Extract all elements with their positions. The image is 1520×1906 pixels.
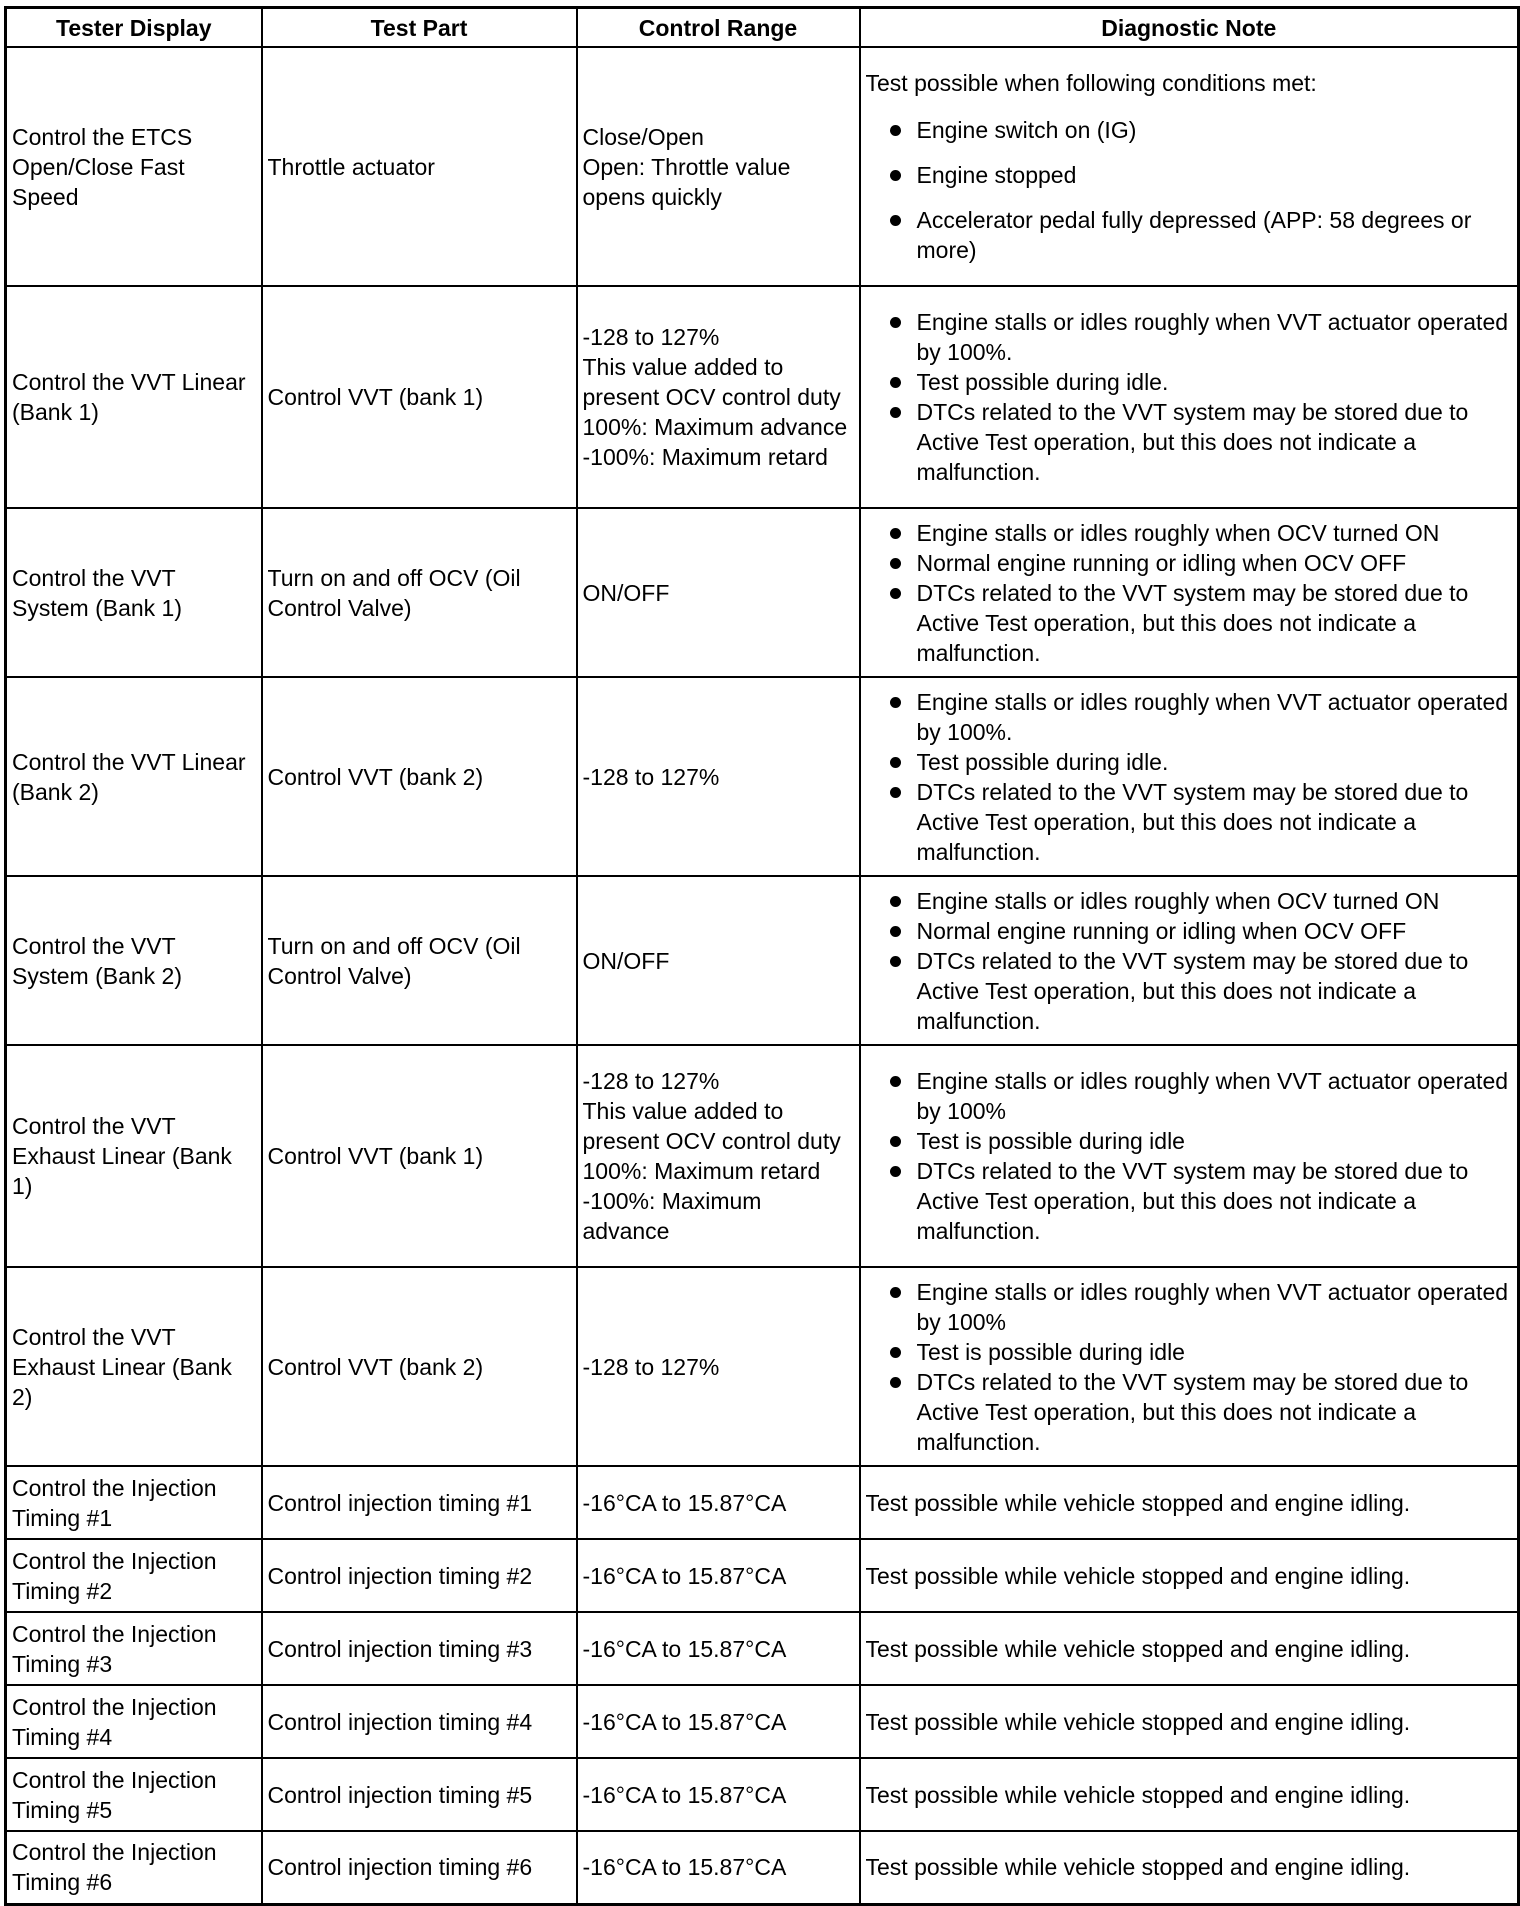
tester-display-cell: Control the VVT Linear (Bank 2) bbox=[6, 677, 262, 876]
control-range-cell: -128 to 127% bbox=[577, 1267, 860, 1466]
diagnostic-note-cell bbox=[860, 1045, 1519, 1267]
note-bullet-list bbox=[866, 1277, 1513, 1457]
table-row bbox=[6, 1045, 1519, 1267]
tester-display-cell: Control the VVT Linear (Bank 1) bbox=[6, 286, 262, 508]
test-part-cell: Control injection timing #5 bbox=[262, 1758, 577, 1831]
test-part-cell: Control injection timing #1 bbox=[262, 1466, 577, 1539]
test-part-cell: Turn on and off OCV (Oil Control Valve) bbox=[262, 508, 577, 677]
note-bullet: Normal engine running or idling when OCV OFF bbox=[866, 548, 1513, 578]
control-range-cell: -16°CA to 15.87°CA bbox=[577, 1685, 860, 1758]
note-bullet: DTCs related to the VVT system may be stored due to Active Test operation, but this does not indicate a malfunction. bbox=[866, 578, 1513, 668]
note-bullet: DTCs related to the VVT system may be stored due to Active Test operation, but this does not indicate a malfunction. bbox=[866, 777, 1513, 867]
test-part-cell: Throttle actuator bbox=[262, 47, 577, 286]
header-diagnostic-note: Diagnostic Note bbox=[860, 8, 1519, 48]
note-bullet-list bbox=[866, 687, 1513, 867]
diagnostic-note-cell bbox=[860, 47, 1519, 286]
table-row bbox=[6, 1267, 1519, 1466]
tester-display-cell: Control the VVT Exhaust Linear (Bank 1) bbox=[6, 1045, 262, 1267]
table-row bbox=[6, 1539, 1519, 1612]
control-range-cell: -16°CA to 15.87°CA bbox=[577, 1466, 860, 1539]
test-part-cell: Control VVT (bank 2) bbox=[262, 1267, 577, 1466]
table-row bbox=[6, 1466, 1519, 1539]
tester-display-cell: Control the Injection Timing #5 bbox=[6, 1758, 262, 1831]
tester-display-cell: Control the Injection Timing #4 bbox=[6, 1685, 262, 1758]
test-part-cell: Control VVT (bank 1) bbox=[262, 1045, 577, 1267]
tester-display-cell: Control the Injection Timing #1 bbox=[6, 1466, 262, 1539]
note-bullet: Normal engine running or idling when OCV OFF bbox=[866, 916, 1513, 946]
note-bullet: Accelerator pedal fully depressed (APP: 58 degrees or more) bbox=[866, 205, 1513, 265]
tester-display-cell: Control the VVT System (Bank 1) bbox=[6, 508, 262, 677]
note-bullet: Test is possible during idle bbox=[866, 1126, 1513, 1156]
table-row bbox=[6, 47, 1519, 286]
active-test-table-wrapper bbox=[4, 6, 1517, 1906]
note-bullet: Engine stalls or idles roughly when VVT actuator operated by 100%. bbox=[866, 687, 1513, 747]
diagnostic-note-cell: Test possible while vehicle stopped and engine idling. bbox=[860, 1539, 1519, 1612]
test-part-cell: Control injection timing #2 bbox=[262, 1539, 577, 1612]
table-row bbox=[6, 1612, 1519, 1685]
note-bullet: Test is possible during idle bbox=[866, 1337, 1513, 1367]
table-row bbox=[6, 1758, 1519, 1831]
control-range-cell: ON/OFF bbox=[577, 508, 860, 677]
diagnostic-note-cell bbox=[860, 876, 1519, 1045]
test-part-cell: Control injection timing #4 bbox=[262, 1685, 577, 1758]
active-test-table bbox=[4, 6, 1520, 1906]
control-range-cell: -128 to 127% This value added to present OCV control duty 100%: Maximum retard -100%: Maximum advance bbox=[577, 1045, 860, 1267]
control-range-cell: -16°CA to 15.87°CA bbox=[577, 1539, 860, 1612]
note-bullet: Engine switch on (IG) bbox=[866, 115, 1513, 145]
control-range-cell: -16°CA to 15.87°CA bbox=[577, 1612, 860, 1685]
note-bullet-list bbox=[866, 1066, 1513, 1246]
table-row bbox=[6, 876, 1519, 1045]
table-row bbox=[6, 286, 1519, 508]
diagnostic-note-cell bbox=[860, 1267, 1519, 1466]
note-bullet: Engine stalls or idles roughly when OCV turned ON bbox=[866, 518, 1513, 548]
header-control-range: Control Range bbox=[577, 8, 860, 48]
control-range-cell: Close/Open Open: Throttle value opens quickly bbox=[577, 47, 860, 286]
note-bullet: DTCs related to the VVT system may be stored due to Active Test operation, but this does not indicate a malfunction. bbox=[866, 1156, 1513, 1246]
control-range-cell: -128 to 127% This value added to present OCV control duty 100%: Maximum advance -100%: Maximum retard bbox=[577, 286, 860, 508]
tester-display-cell: Control the Injection Timing #2 bbox=[6, 1539, 262, 1612]
note-bullet-list bbox=[866, 307, 1513, 487]
note-bullet-list bbox=[866, 886, 1513, 1036]
test-part-cell: Control VVT (bank 1) bbox=[262, 286, 577, 508]
note-bullet: Engine stalls or idles roughly when VVT actuator operated by 100% bbox=[866, 1066, 1513, 1126]
control-range-cell: -16°CA to 15.87°CA bbox=[577, 1758, 860, 1831]
note-bullet: Engine stalls or idles roughly when VVT actuator operated by 100% bbox=[866, 1277, 1513, 1337]
tester-display-cell: Control the Injection Timing #3 bbox=[6, 1612, 262, 1685]
table-row bbox=[6, 677, 1519, 876]
note-bullet: DTCs related to the VVT system may be stored due to Active Test operation, but this does not indicate a malfunction. bbox=[866, 1367, 1513, 1457]
note-bullet: Engine stopped bbox=[866, 160, 1513, 190]
note-bullet: Test possible during idle. bbox=[866, 747, 1513, 777]
tester-display-cell: Control the VVT System (Bank 2) bbox=[6, 876, 262, 1045]
tester-display-cell: Control the VVT Exhaust Linear (Bank 2) bbox=[6, 1267, 262, 1466]
control-range-cell: -16°CA to 15.87°CA bbox=[577, 1831, 860, 1904]
diagnostic-note-cell: Test possible while vehicle stopped and engine idling. bbox=[860, 1831, 1519, 1904]
diagnostic-note-cell: Test possible while vehicle stopped and engine idling. bbox=[860, 1612, 1519, 1685]
diagnostic-note-cell bbox=[860, 508, 1519, 677]
table-row bbox=[6, 1685, 1519, 1758]
note-bullet: Test possible during idle. bbox=[866, 367, 1513, 397]
diagnostic-note-cell bbox=[860, 677, 1519, 876]
tester-display-cell: Control the Injection Timing #6 bbox=[6, 1831, 262, 1904]
diagnostic-note-cell: Test possible while vehicle stopped and engine idling. bbox=[860, 1685, 1519, 1758]
header-tester-display: Tester Display bbox=[6, 8, 262, 48]
note-bullet-list bbox=[866, 518, 1513, 668]
header-test-part: Test Part bbox=[262, 8, 577, 48]
tester-display-cell: Control the ETCS Open/Close Fast Speed bbox=[6, 47, 262, 286]
test-part-cell: Control injection timing #3 bbox=[262, 1612, 577, 1685]
header-row bbox=[6, 8, 1519, 48]
diagnostic-note-cell: Test possible while vehicle stopped and engine idling. bbox=[860, 1466, 1519, 1539]
note-bullet: Engine stalls or idles roughly when VVT actuator operated by 100%. bbox=[866, 307, 1513, 367]
diagnostic-note-cell: Test possible while vehicle stopped and engine idling. bbox=[860, 1758, 1519, 1831]
note-intro: Test possible when following conditions met: bbox=[865, 70, 1317, 96]
note-bullet: Engine stalls or idles roughly when OCV turned ON bbox=[866, 886, 1513, 916]
control-range-cell: -128 to 127% bbox=[577, 677, 860, 876]
test-part-cell: Control VVT (bank 2) bbox=[262, 677, 577, 876]
note-bullet-list bbox=[866, 115, 1513, 265]
table-row bbox=[6, 1831, 1519, 1904]
note-bullet: DTCs related to the VVT system may be stored due to Active Test operation, but this does not indicate a malfunction. bbox=[866, 946, 1513, 1036]
diagnostic-note-cell bbox=[860, 286, 1519, 508]
table-row bbox=[6, 508, 1519, 677]
note-bullet: DTCs related to the VVT system may be stored due to Active Test operation, but this does not indicate a malfunction. bbox=[866, 397, 1513, 487]
test-part-cell: Control injection timing #6 bbox=[262, 1831, 577, 1904]
test-part-cell: Turn on and off OCV (Oil Control Valve) bbox=[262, 876, 577, 1045]
control-range-cell: ON/OFF bbox=[577, 876, 860, 1045]
